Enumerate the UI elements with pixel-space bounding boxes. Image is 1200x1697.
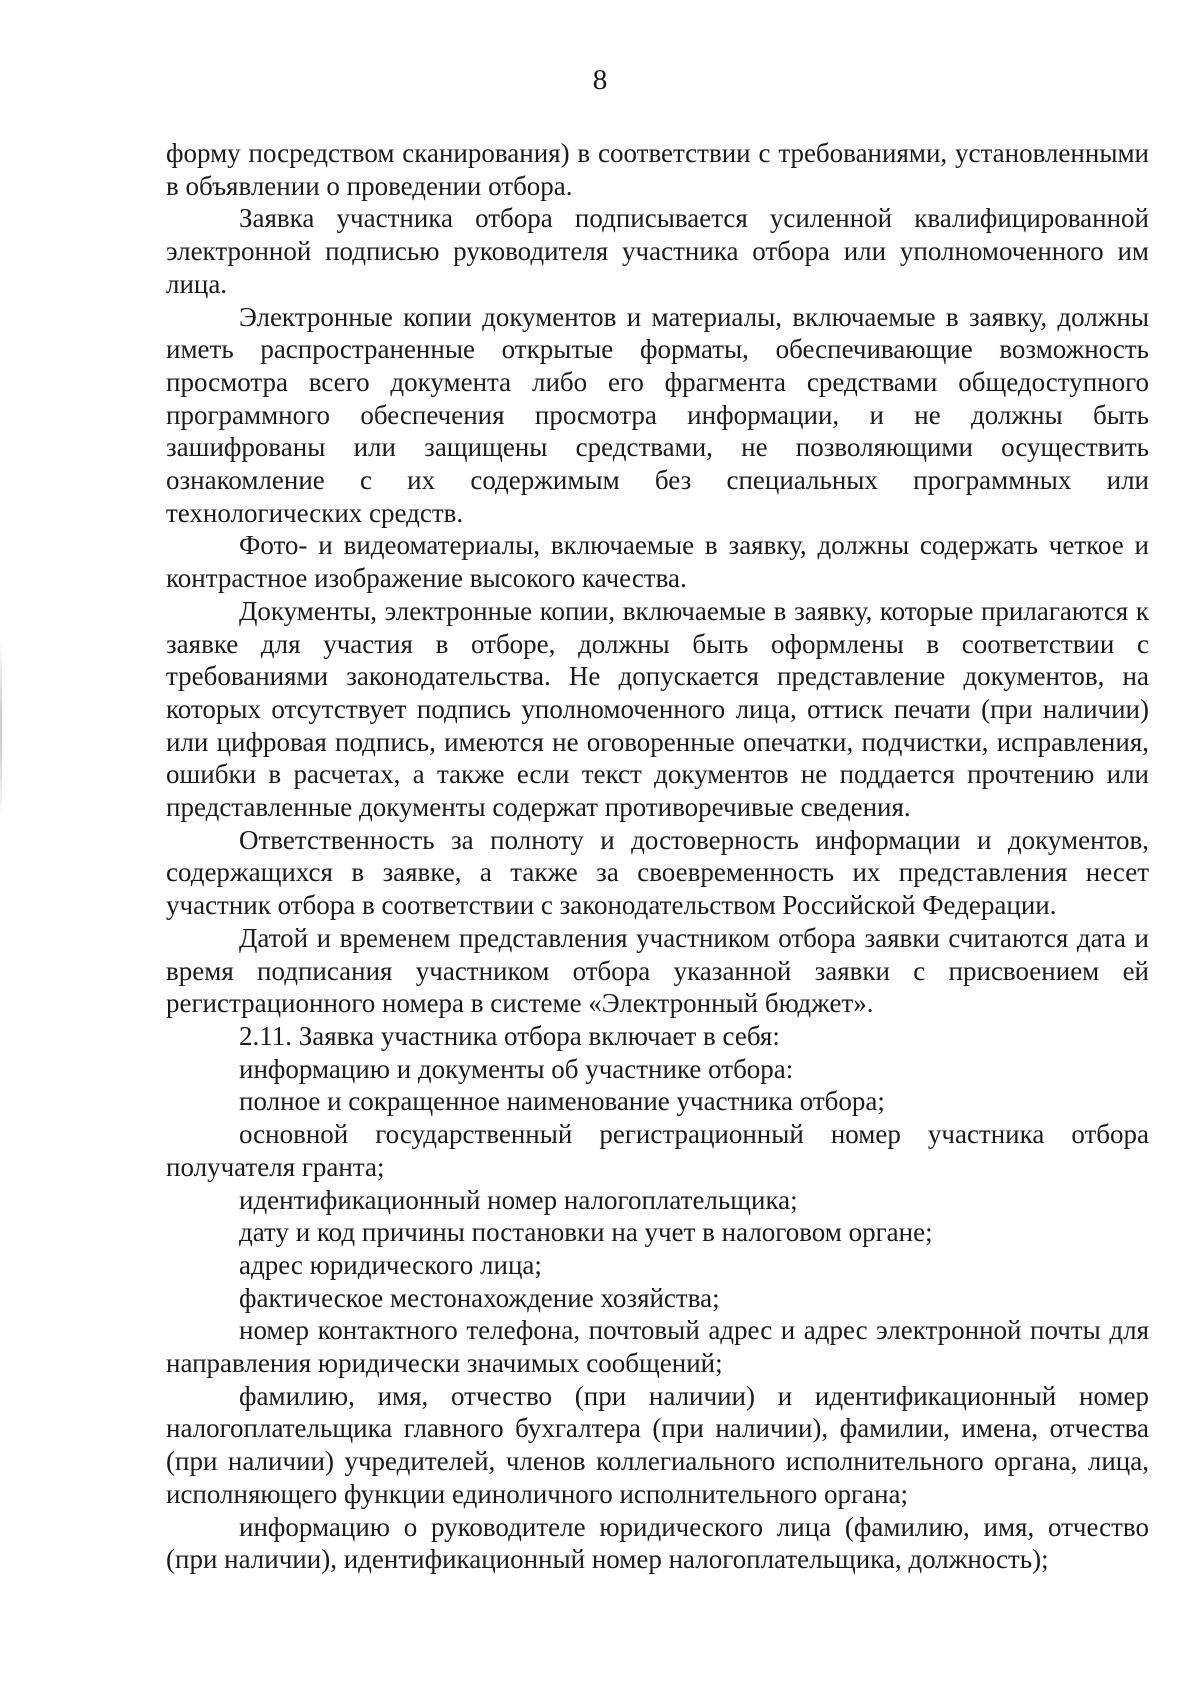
list-item: информацию и документы об участнике отбора: bbox=[239, 1053, 794, 1084]
list-item: номер контактного телефона, почтовый адрес и адрес электронной почты для направления юридически значимых сообщений; bbox=[166, 1315, 1149, 1379]
list-item: основной государственный регистрационный номер участника отбора получателя гранта; bbox=[166, 1119, 1149, 1182]
list-item: полное и сокращенное наименование участника отбора; bbox=[239, 1086, 885, 1117]
paragraph: Электронные копии документов и материалы, включаемые в заявку, должны иметь распространенные открытые форматы, обеспечивающие возможность просмотра всего документа либо его фрагмента средствами общедоступного программного обеспечения просмотра информации, и не должны быть зашифрованы или защищены средствами, не позволяющими осуществить ознакомление с их содержимым без специальных программных или технологических средств. bbox=[166, 301, 1149, 528]
paragraph: Фото- и видеоматериалы, включаемые в заявку, должны содержать четкое и контрастное изображение высокого качества. bbox=[166, 530, 1149, 594]
page-number: 8 bbox=[592, 64, 608, 96]
document-body bbox=[166, 137, 1149, 1576]
paragraph: Заявка участника отбора подписывается усиленной квалифицированной электронной подписью руководителя участника отбора или уполномоченного им лица. bbox=[166, 203, 1149, 299]
paragraph: Ответственность за полноту и достоверность информации и документов, содержащихся в заявке, а также за своевременность их представления несет участник отбора в соответствии с законодательством Российской Федерации. bbox=[166, 824, 1149, 921]
list-item: дату и код причины постановки на учет в налоговом органе; bbox=[239, 1217, 933, 1248]
list-item: идентификационный номер налогоплательщика; bbox=[239, 1184, 798, 1215]
paragraph: Документы, электронные копии, включаемые в заявку, которые прилагаются к заявке для участия в отборе, должны быть оформлены в соответствии с требованиями законодательства. Не допускается представление документов, на которых отсутствует подпись уполномоченного лица, оттиск печати (при наличии) или цифровая подпись, имеются не оговоренные опечатки, подчистки, исправления, ошибки в расчетах, а также если текст документов не поддается прочтению или представленные документы содержат противоречивые сведения. bbox=[166, 595, 1149, 823]
list-item: фактическое местонахождение хозяйства; bbox=[239, 1282, 720, 1313]
list-item: информацию о руководителе юридического лица (фамилию, имя, отчество (при наличии), идентификационный номер налогоплательщика, должность); bbox=[166, 1511, 1149, 1575]
list-item: адрес юридического лица; bbox=[239, 1249, 542, 1280]
paragraph: Датой и временем представления участником отбора заявки считаются дата и время подписания участником отбора указанной заявки с присвоением ей регистрационного номера в системе «Электронный бюджет». bbox=[166, 922, 1149, 1019]
scan-edge-shadow bbox=[0, 640, 2, 820]
list-item: фамилию, имя, отчество (при наличии) и идентификационный номер налогоплательщика главного бухгалтера (при наличии), фамилии, имена, отчества (при наличии) учредителей, членов коллегиального исполнительного органа, лица, исполняющего функции единоличного исполнительного органа; bbox=[166, 1380, 1149, 1509]
paragraph: форму посредством сканирования) в соответствии с требованиями, установленными в объявлении о проведении отбора. bbox=[166, 138, 1149, 201]
section-heading: 2.11. Заявка участника отбора включает в себя: bbox=[239, 1020, 780, 1051]
